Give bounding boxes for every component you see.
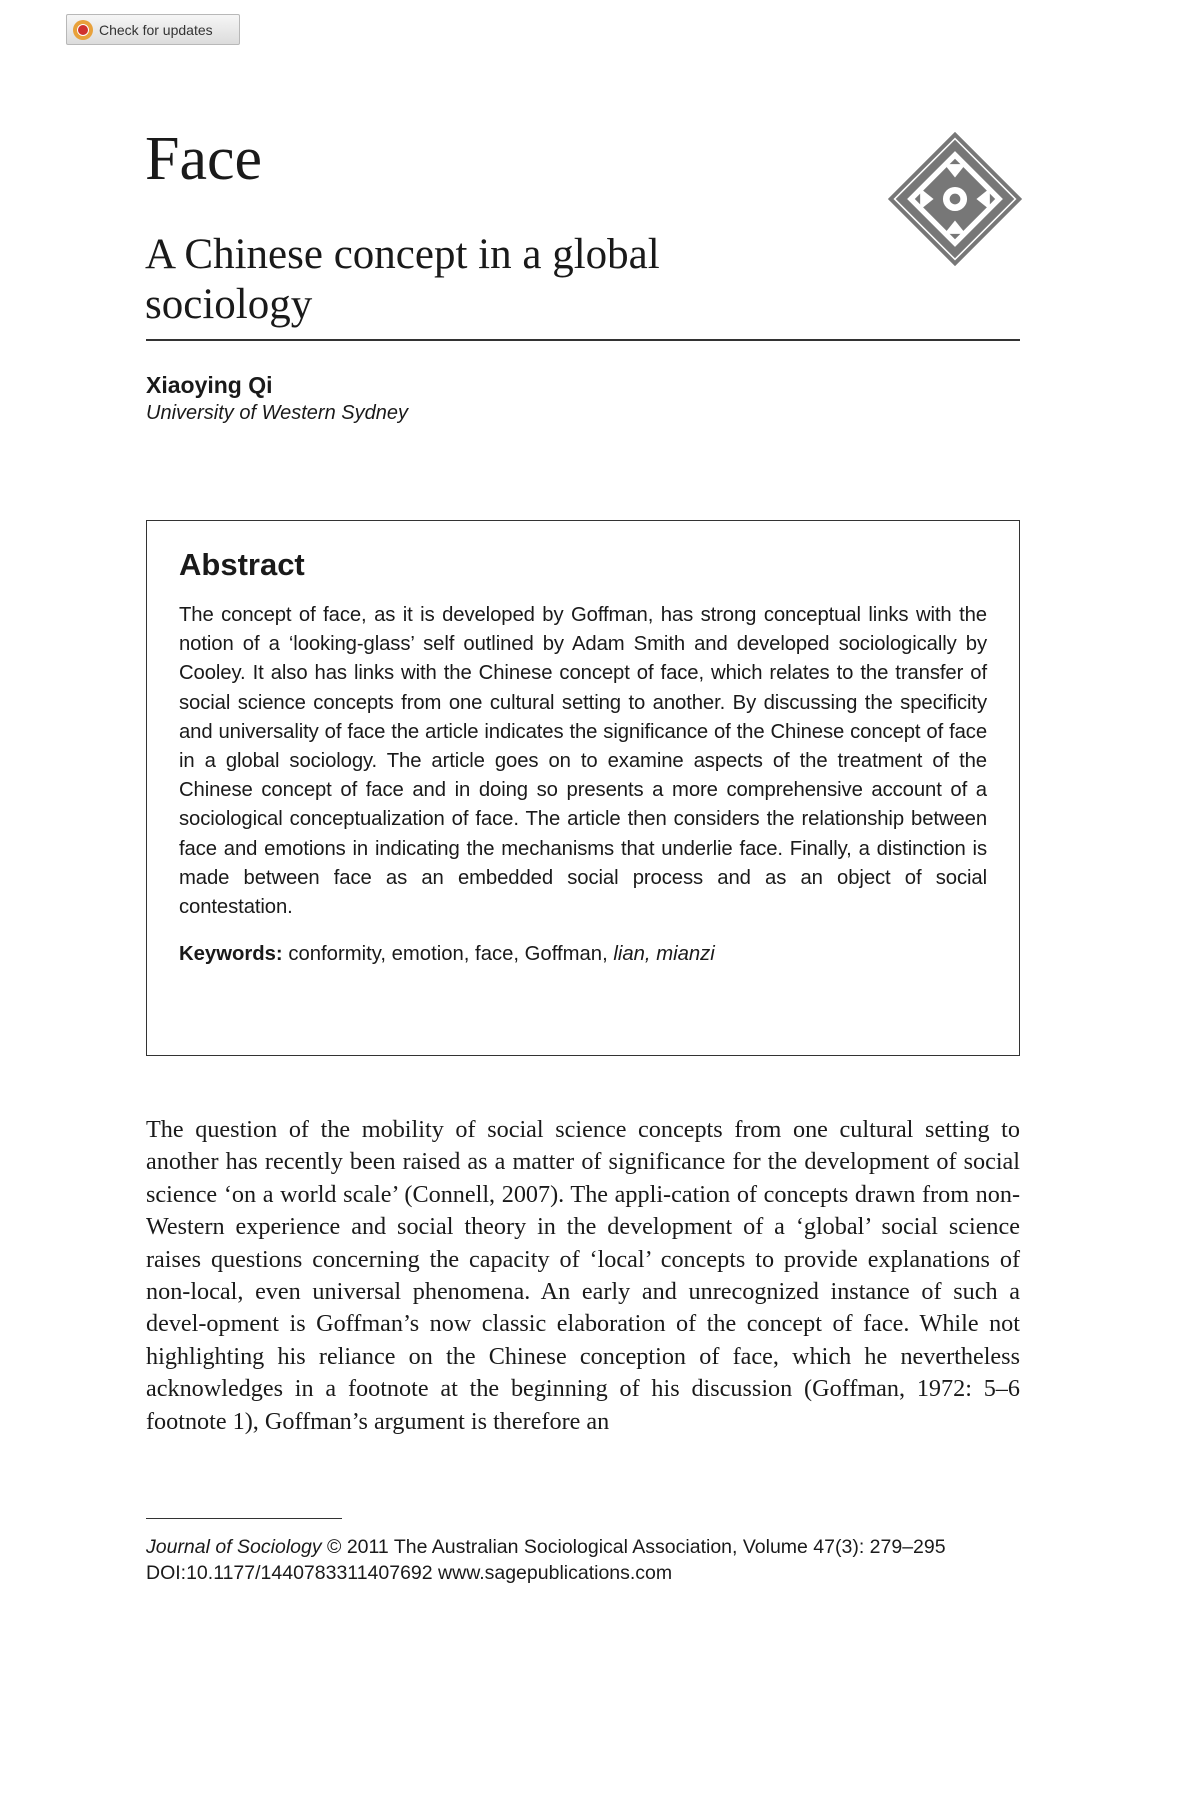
keywords-list: conformity, emotion, face, Goffman, (288, 943, 608, 966)
abstract-box (146, 520, 1020, 1056)
journal-citation (146, 1536, 946, 1559)
article-subtitle: A Chinese concept in a global sociology (145, 231, 660, 328)
keywords (179, 940, 987, 969)
article-title: Face (145, 125, 263, 193)
journal-name: Journal of Sociology (146, 1536, 322, 1558)
check-for-updates-icon (73, 20, 93, 40)
author-affiliation: University of Western Sydney (146, 402, 408, 424)
keywords-label: Keywords: (179, 943, 283, 966)
citation-text: © 2011 The Australian Sociological Association, Volume 47(3): 279–295 (327, 1536, 946, 1558)
body-paragraph: The question of the mobility of social science concepts from one cultural setting to another has recently been raised as a matter of significance for the development of social science ‘on a world scale’ (Connell, 2007). The appli-cation of concepts drawn from non-Western experience and social theory in the development of a ‘global’ social science raises questions concerning the capacity of ‘local’ concepts to provide explanations of non-local, even universal phenomena. An early and unrecognized instance of such a devel-opment is Goffman’s now classic elaboration of the concept of face. While not highlighting his reliance on the Chinese conception of face, which he nevertheless acknowledges in a footnote at the beginning of his discussion (Goffman, 1972: 5–6 footnote 1), Goffman’s argument is therefore an (146, 1116, 1020, 1435)
check-for-updates-label: Check for updates (99, 21, 213, 38)
title-divider (146, 339, 1020, 341)
keywords-list-italic: lian, mianzi (613, 943, 715, 966)
abstract-text: The concept of face, as it is developed by Goffman, has strong conceptual links with the notion of a ‘looking-glass’ self outlined by Adam Smith and developed sociologically by Cooley. It also has links with the Chinese concept of face, which relates to the transfer of social science concepts from one cultural setting to another. By discussing the specificity and universality of face the article indicates the significance of the Chinese concept of face in a global sociology. The article goes on to examine aspects of the treatment of the Chinese concept of face and in doing so presents a more comprehensive account of a sociological conceptualization of face. The article then considers the relationship between face and emotions in indicating the mechanisms that underlie face. Finally, a distinction is made between face as an embedded social process and as an object of social contestation. (179, 604, 987, 919)
journal-diamond-logo-icon (888, 132, 1022, 266)
check-for-updates-button[interactable] (66, 14, 240, 45)
footer-divider (146, 1518, 342, 1519)
author-name: Xiaoying Qi (146, 372, 273, 398)
doi-line: DOI:10.1177/1440783311407692 www.sagepublications.com (146, 1562, 673, 1584)
abstract-heading: Abstract (179, 547, 305, 582)
